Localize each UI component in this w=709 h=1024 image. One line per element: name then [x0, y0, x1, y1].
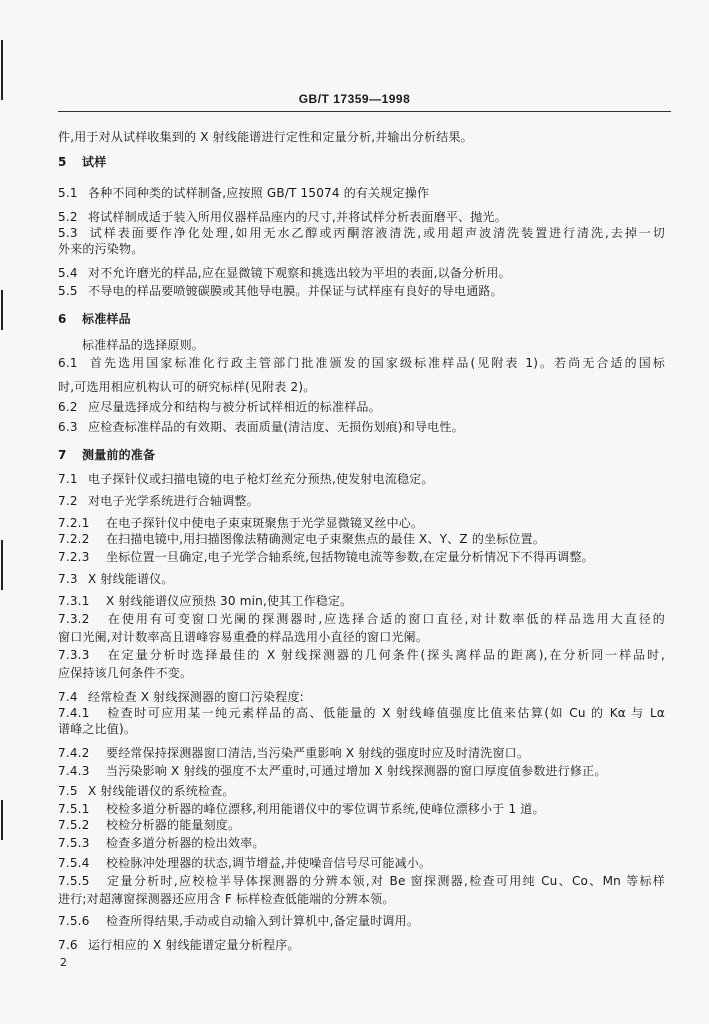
clause-line: [58, 312, 131, 326]
clause-line: [58, 494, 259, 508]
clause-number: 5.1: [58, 186, 78, 200]
clause-text: 要经常保持探测器窗口清洁,当污染严重影响 X 射线的强度时应及时清洗窗口。: [106, 746, 530, 760]
clause-text: 外来的污染物。: [58, 242, 144, 256]
clause-line: [58, 516, 423, 530]
clause-line: [58, 186, 429, 200]
clause-text: 进行;对超薄窗探测器还应用含 F 标样检查低能端的分辨本领。: [58, 892, 395, 906]
clause-number: 5.4: [58, 266, 78, 280]
clause-text: 测量前的准备: [82, 448, 156, 462]
clause-number: 5: [58, 155, 67, 169]
clause-text: 窗口光阑,对计数率高且谱峰容易重叠的样品选用小直径的窗口光阑。: [58, 630, 429, 644]
clause-text: 时,可选用相应机构认可的研究标样(见附表 2)。: [58, 380, 316, 394]
clause-number: 7.5.1: [58, 802, 90, 816]
clause-text: 对不允许磨光的样品,应在显微镜下观察和挑选出较为平坦的表面,以备分析用。: [88, 266, 511, 280]
clause-line: [58, 612, 665, 626]
clause-number: 7.3.2: [58, 612, 90, 626]
clause-line: [58, 550, 594, 564]
clause-text: 运行相应的 X 射线能谱定量分析程序。: [88, 938, 300, 952]
clause-line: [58, 706, 665, 720]
clause-text: 标准样品的选择原则。: [82, 338, 205, 352]
clause-number: 7.4.3: [58, 764, 90, 778]
clause-text: 经常检查 X 射线探测器的窗口污染程度:: [88, 690, 304, 704]
clause-line: [58, 210, 507, 224]
clause-line: [58, 690, 304, 704]
clause-number: 7.6: [58, 938, 78, 952]
clause-line: [58, 818, 240, 832]
page-header: GB/T 17359—1998: [298, 92, 411, 106]
clause-line: [58, 356, 665, 370]
clause-line: [58, 594, 352, 608]
clause-line: [58, 532, 545, 546]
clause-text: 各种不同种类的试样制备,应按照 GB/T 15074 的有关规定操作: [88, 186, 430, 200]
clause-text: X 射线能谱仪应预热 30 min,使其工作稳定。: [106, 594, 353, 608]
clause-number: 7.5: [58, 784, 78, 798]
clause-number: 7.5.4: [58, 856, 90, 870]
clause-line: [58, 802, 545, 816]
clause-number: 7.5.2: [58, 818, 90, 832]
clause-number: 7: [58, 448, 67, 462]
clause-text: 检查时可应用某一纯元素样品的高、低能量的 X 射线峰值强度比值来估算(如 Cu 的 Kα 与 Lα: [106, 706, 665, 720]
clause-number: 7.5.3: [58, 836, 90, 850]
text-line: [58, 242, 143, 256]
clause-text: 检查多道分析器的检出效率。: [106, 836, 265, 850]
clause-text: 校检脉冲处理器的状态,调节增益,并使噪音信号尽可能减小。: [106, 856, 432, 870]
clause-number: 7.2.1: [58, 516, 90, 530]
clause-text: 校检多道分析器的峰位漂移,利用能谱仪中的零位调节系统,使峰位漂移小于 1 道。: [106, 802, 545, 816]
clause-text: 应检查标准样品的有效期、表面质量(清洁度、无损伤划痕)和导电性。: [88, 420, 464, 434]
clause-line: [58, 784, 235, 798]
clause-line: [58, 648, 665, 662]
clause-line: [58, 266, 511, 280]
clause-number: 6.3: [58, 420, 78, 434]
text-line: [58, 892, 395, 906]
clause-number: 7.2.2: [58, 532, 90, 546]
clause-text: 当污染影响 X 射线的强度不太严重时,可通过增加 X 射线探测器的窗口厚度值参数进行修正。: [106, 764, 607, 778]
clause-text: 在使用有可变窗口光阑的探测器时,应选择合适的窗口直径,对计数率低的样品选用大直径的: [106, 612, 665, 626]
page-number: 2: [60, 956, 67, 969]
clause-line: [58, 874, 665, 888]
clause-text: 在扫描电镜中,用扫描图像法精确测定电子束聚焦点的最佳 X、Y、Z 的坐标位置。: [106, 532, 546, 546]
clause-number: 7.5.6: [58, 914, 90, 928]
text-line: [58, 630, 428, 644]
clause-number: 5.5: [58, 284, 78, 298]
clause-number: 5.3: [58, 226, 78, 240]
clause-line: [58, 836, 265, 850]
clause-text: 定量分析时,应校检半导体探测器的分辨本领,对 Be 窗探测器,检查可用纯 Cu、Co、Mn 等标样: [106, 874, 665, 888]
clause-line: [58, 764, 607, 778]
clause-text: 对电子光学系统进行合轴调整。: [88, 494, 259, 508]
text-line: [58, 130, 473, 144]
clause-number: 7.4: [58, 690, 78, 704]
text-line: [58, 666, 192, 680]
clause-line: [58, 856, 431, 870]
clause-number: 7.3.1: [58, 594, 90, 608]
clause-line: [58, 746, 529, 760]
clause-text: 在定量分析时选择最佳的 X 射线探测器的几何条件(探头离样品的距离),在分析同一样品时,: [106, 648, 665, 662]
clause-text: 试样: [82, 155, 107, 169]
text-line: [82, 338, 204, 352]
clause-number: 7.4.2: [58, 746, 90, 760]
clause-text: 谱峰之比值)。: [58, 722, 137, 736]
clause-line: [58, 155, 106, 169]
clause-number: 7.2: [58, 494, 78, 508]
clause-line: [58, 572, 174, 586]
clause-number: 6: [58, 312, 67, 326]
clause-number: 7.4.1: [58, 706, 90, 720]
clause-line: [58, 226, 665, 240]
clause-text: 不导电的样品要喷镀碳膜或其他导电膜。并保证与试样座有良好的导电通路。: [88, 284, 503, 298]
clause-text: 首先选用国家标准化行政主管部门批准颁发的国家级标准样品(见附表 1)。若尚无合适的国标: [88, 356, 665, 370]
clause-text: 标准样品: [82, 312, 131, 326]
clause-number: 7.1: [58, 472, 78, 486]
text-line: [58, 722, 136, 736]
clause-line: [58, 448, 155, 462]
clause-line: [58, 914, 419, 928]
clause-number: 7.5.5: [58, 874, 90, 888]
clause-number: 7.2.3: [58, 550, 90, 564]
clause-line: [58, 938, 300, 952]
clause-text: 坐标位置一旦确定,电子光学合轴系统,包括物镜电流等参数,在定量分析情况下不得再调整。: [106, 550, 594, 564]
clause-text: X 射线能谱仪。: [88, 572, 174, 586]
clause-number: 7.3.3: [58, 648, 90, 662]
clause-text: 在电子探针仪中使电子束束斑聚焦于光学显微镜叉丝中心。: [106, 516, 424, 530]
clause-text: 试样表面要作净化处理,如用无水乙醇或丙酮溶液清洗,或用超声波清洗装置进行清洗,去掉一切: [88, 226, 666, 240]
text-line: [58, 380, 315, 394]
clause-number: 7.3: [58, 572, 78, 586]
clause-text: 电子探针仪或扫描电镜的电子枪灯丝充分预热,使发射电流稳定。: [88, 472, 434, 486]
clause-line: [58, 472, 434, 486]
clause-text: 应保持该几何条件不变。: [58, 666, 193, 680]
clause-number: 6.2: [58, 400, 78, 414]
clause-text: 将试样制成适于装入所用仪器样品座内的尺寸,并将试样分析表面磨平、抛光。: [88, 210, 507, 224]
clause-text: 件,用于对从试样收集到的 X 射线能谱进行定性和定量分析,并输出分析结果。: [58, 130, 473, 144]
clause-line: [58, 284, 503, 298]
clause-line: [58, 400, 381, 414]
clause-number: 5.2: [58, 210, 78, 224]
clause-text: 检查所得结果,手动或自动输入到计算机中,备定量时调用。: [106, 914, 420, 928]
clause-line: [58, 420, 464, 434]
clause-number: 6.1: [58, 356, 78, 370]
clause-text: X 射线能谱仪的系统检查。: [88, 784, 235, 798]
clause-text: 校检分析器的能量刻度。: [106, 818, 241, 832]
clause-text: 应尽量选择成分和结构与被分析试样相近的标准样品。: [88, 400, 381, 414]
